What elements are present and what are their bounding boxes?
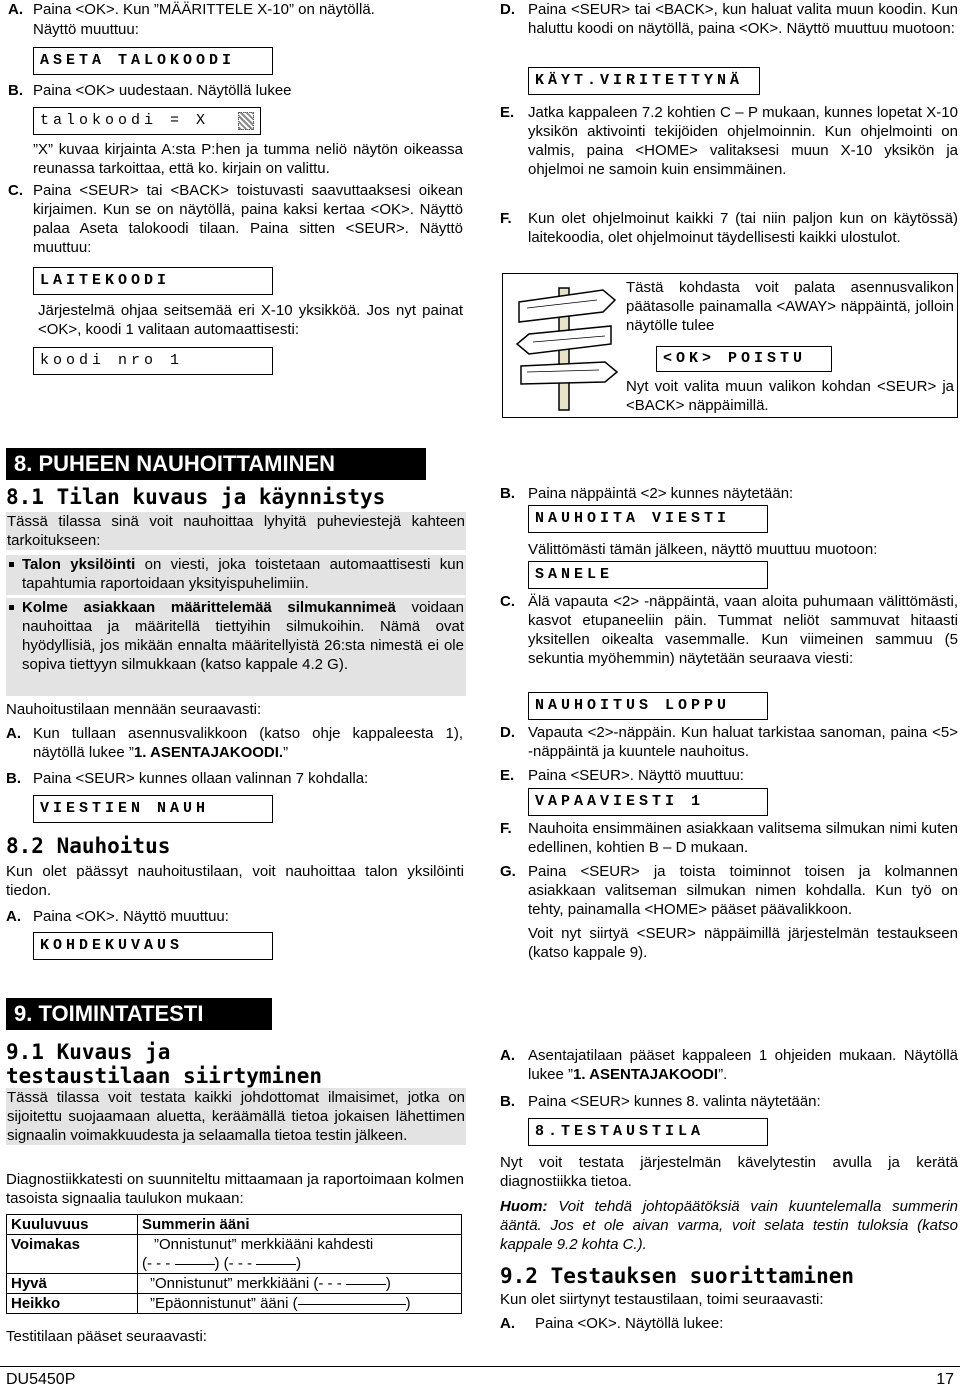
step-f-label: F. xyxy=(500,210,512,227)
footer-page-number: 17 xyxy=(936,1371,954,1388)
lcd-kayt-viritettyna: KÄYT.VIRITETTYNÄ xyxy=(528,67,760,95)
huom-label: Huom: xyxy=(500,1198,548,1215)
lcd-talokoodi xyxy=(33,107,261,135)
step-92a-label: A. xyxy=(500,1315,515,1332)
table-header-summeri: Summerin ääni xyxy=(138,1215,462,1235)
heikko-sound-text: ”Epäonnistunut” ääni ( xyxy=(150,1295,298,1312)
step-b-label: B. xyxy=(8,82,23,99)
step-9r-a-text xyxy=(528,1046,958,1084)
step-9r-a-text-2: ”. xyxy=(718,1066,728,1083)
step-8b-text: Paina <SEUR> kunnes ollaan valinnan 7 kohdalla: xyxy=(33,770,369,787)
step-82a-label: A. xyxy=(6,908,21,925)
table-header-kuuluvuus: Kuuluvuus xyxy=(7,1215,138,1235)
lcd-koodi-nro: koodi nro 1 xyxy=(33,347,273,375)
bullet-square-icon xyxy=(9,562,14,567)
footer-rule xyxy=(0,1366,960,1367)
step-8a-text-2: ” xyxy=(283,744,289,761)
selected-square-icon xyxy=(238,112,254,130)
step-e-label: E. xyxy=(500,104,515,121)
table-cell-hyva-sound xyxy=(138,1274,462,1294)
signal-level-table xyxy=(6,1214,462,1314)
table-header-row xyxy=(7,1215,462,1235)
lcd-ok-poistu: <OK> POISTU xyxy=(656,346,832,372)
long-tone-line xyxy=(298,1304,406,1305)
lcd-nauhoitus-loppu: NAUHOITUS LOPPU xyxy=(528,692,768,720)
step-b-text: Paina <OK> uudestaan. Näytöllä lukee xyxy=(33,82,292,99)
huom-note xyxy=(500,1197,958,1254)
step-c-text: Paina <SEUR> tai <BACK> toistuvasti saavuttaaksesi oikean kirjaimen. Kun se on näytöllä, paina kaksi kertaa <OK>. Näyttö palaa Aseta talokoodi tilaan. Paina sitten <SEUR>. Näyttö muuttuu: xyxy=(33,182,463,256)
section-8-2-text: Kun olet päässyt nauhoitustilaan, voit nauhoittaa talon yksilöinti tiedon. xyxy=(6,863,464,899)
step-a-text: Paina <OK>. Kun ”MÄÄRITTELE X-10” on näytöllä. xyxy=(33,1,375,18)
pattern-part-2: ) (- - - xyxy=(214,1255,252,1272)
step-f-text: Kun olet ohjelmoinut kaikki 7 (tai niin paljon kun on käytössä) laitekoodia, olet ohjelmoinut täydellisesti kaikki ulostulot. xyxy=(528,210,958,246)
section-8-1-heading: 8.1 Tilan kuvaus ja käynnistys xyxy=(6,485,386,509)
step-8r-g-text-2: Voit nyt siirtyä <SEUR> näppäimillä järjestelmän testaukseen (katso kappale 9). xyxy=(528,925,958,961)
table-cell-voimakas-sound xyxy=(138,1235,462,1274)
lcd-nauhoita-viesti: NAUHOITA VIESTI xyxy=(528,505,768,533)
bullet-1-text: on viesti, joka toistetaan automaattisesti kun tapahtumia raportoidaan yksityispuhelimiin. xyxy=(22,556,464,592)
return-text-2: Nyt voit valita muun valikon kohdan <SEUR> ja <BACK> näppäimillä. xyxy=(626,378,954,414)
after-laitekoodi-text: Järjestelmä ohjaa seitsemää eri X-10 yksikköä. Jos nyt painat <OK>, koodi 1 valitaan automaattisesti: xyxy=(38,302,463,338)
step-8r-f-text: Nauhoita ensimmäinen asiakkaan valitsema silmukan nimi kuten edellinen, kohtien B – D mukaan. xyxy=(528,820,958,856)
lcd-viestien-nauh: VIESTIEN NAUH xyxy=(33,795,273,823)
step-9r-b-text: Paina <SEUR> kunnes 8. valinta näytetään: xyxy=(528,1093,821,1110)
hyva-sound-end: ) xyxy=(385,1275,391,1292)
section-9-2-heading: 9.2 Testauksen suorittaminen xyxy=(500,1264,855,1288)
long-beep-line xyxy=(256,1264,296,1265)
note-x: ”X” kuvaa kirjainta A:sta P:hen ja tumma neliö näytön oikeassa reunassa tarkoittaa, että ko. kirjain on valittu. xyxy=(33,141,463,177)
step-8b-label: B. xyxy=(6,770,21,787)
table-cell-heikko-sound xyxy=(138,1294,462,1314)
step-8a-bold: 1. ASENTAJAKOODI. xyxy=(133,744,284,761)
lcd-vapaaviesti: VAPAAVIESTI 1 xyxy=(528,788,768,816)
lcd-sanele: SANELE xyxy=(528,561,768,589)
huom-text: Voit tehdä johtopäätöksiä vain kuuntelemalla summerin ääntä. Jos et ole aivan varma, voit selata testin tuloksia (katso kappale 9.2 kohta C.). xyxy=(500,1198,958,1253)
step-8r-b-after: Välittömästi tämän jälkeen, näyttö muuttuu muotoon: xyxy=(528,541,878,558)
step-c-label: C. xyxy=(8,182,23,199)
bullet-1-bold: Talon yksilöinti xyxy=(22,556,136,573)
lcd-laitekoodi: LAITEKOODI xyxy=(33,267,273,295)
step-d-label: D. xyxy=(500,1,515,18)
lcd-talokoodi-text: talokoodi = X xyxy=(40,112,210,129)
return-info-box xyxy=(502,273,958,418)
return-text: Tästä kohdasta voit palata asennusvalikon päätasolle painamalla <AWAY> näppäintä, jolloin näytölle tulee xyxy=(626,279,954,334)
step-a-text-2: Näyttö muuttuu: xyxy=(33,21,139,38)
nyt-voit-text: Nyt voit testata järjestelmän kävelytestin avulla ja kerätä diagnostiikka tietoa. xyxy=(500,1154,958,1190)
step-8r-g-text: Paina <SEUR> ja toista toiminnot toisen ja kolmannen asiakkaan valitseman silmukan nimen kohdalla. Kun työ on tehty, painamalla <HOME> pääset päävalikkoon. xyxy=(528,863,958,918)
step-9r-a-label: A. xyxy=(500,1047,515,1064)
long-beep-line xyxy=(175,1264,215,1265)
step-8r-d-text: Vapauta <2>-näppäin. Kun haluat tarkistaa sanoman, paina <5> -näppäintä ja kuuntele nauhoitus. xyxy=(528,724,958,760)
step-8r-c-text: Älä vapauta <2> -näppäintä, vaan aloita puhumaan välittömästi, kasvot etupaneeliin päin. Tummat neliöt sammuvat hitaasti yksitellen oikealta vasemmalle. Kun viimeinen sammuu (5 sekuntia myöhemmin) näytetään seuraava viesti: xyxy=(528,593,958,667)
step-92a-text: Paina <OK>. Näytöllä lukee: xyxy=(535,1315,724,1332)
bullet-talon-yksilointi xyxy=(6,555,466,595)
step-9r-a-text-1: Asentajatilaan pääset kappaleen 1 ohjeiden mukaan. Näytöllä lukee ” xyxy=(528,1047,958,1083)
pattern-part-3: ) xyxy=(296,1255,302,1272)
step-8r-c-label: C. xyxy=(500,593,515,610)
bullet-square-icon xyxy=(9,605,14,610)
table-row xyxy=(7,1235,462,1274)
step-8r-b-label: B. xyxy=(500,485,515,502)
step-8r-e-text: Paina <SEUR>. Näyttö muuttuu: xyxy=(528,767,744,784)
step-8r-f-label: F. xyxy=(500,820,512,837)
long-beep-line xyxy=(346,1284,386,1285)
step-8r-d-label: D. xyxy=(500,724,515,741)
footer-doc-code: DU5450P xyxy=(6,1371,76,1388)
bullet-2-bold: Kolme asiakkaan määrittelemää silmukannimeä xyxy=(22,599,396,616)
step-8a-label: A. xyxy=(6,725,21,742)
nauhoitustila-intro: Nauhoitustilaan mennään seuraavasti: xyxy=(6,701,262,718)
section-9-1-heading: 9.1 Kuvaus ja testaustilaan siirtyminen xyxy=(6,1040,323,1088)
section-8-2-heading: 8.2 Nauhoitus xyxy=(6,834,171,858)
table-cell-heikko: Heikko xyxy=(7,1294,138,1314)
section-9-heading: 9. TOIMINTATESTI xyxy=(6,998,272,1030)
step-8r-b-text: Paina näppäintä <2> kunnes näytetään: xyxy=(528,485,794,502)
step-d-text: Paina <SEUR> tai <BACK>, kun haluat valita muun koodin. Kun haluttu koodi on näytöllä, paina <OK>. Näyttö muuttuu muotoon: xyxy=(528,1,958,37)
bullet-silmukannimet xyxy=(6,598,466,696)
section-9-2-text: Kun olet siirtynyt testaustilaan, toimi seuraavasti: xyxy=(500,1291,824,1308)
step-9r-a-bold: 1. ASENTAJAKOODI xyxy=(573,1066,719,1083)
voimakas-sound-pattern xyxy=(142,1254,457,1273)
heikko-sound-end: ) xyxy=(405,1295,411,1312)
step-82a-text: Paina <OK>. Näyttö muuttuu: xyxy=(33,908,229,925)
lcd-testaustila: 8.TESTAUSTILA xyxy=(528,1118,768,1146)
table-cell-voimakas: Voimakas xyxy=(7,1235,138,1274)
step-8a-text-1: Kun tullaan asennusvalikkoon (katso ohje kappaleesta 1), näytöllä lukee ” xyxy=(33,725,463,761)
hyva-sound-text: ”Onnistunut” merkkiääni (- - - xyxy=(150,1275,342,1292)
table-row xyxy=(7,1294,462,1314)
signpost-icon xyxy=(511,280,623,412)
step-9r-b-label: B. xyxy=(500,1093,515,1110)
step-e-text: Jatka kappaleen 7.2 kohtien C – P mukaan, kunnes lopetat X-10 yksikön aktivointi tekijöiden ohjelmoinnin. Kun ohjelmointi on valmis, paina <HOME> valitaksesi muun X-10 yksikön ja ohjelmoi ne samoin kuin ensimmäinen. xyxy=(528,104,958,178)
voimakas-sound-text: ”Onnistunut” merkkiääni kahdesti xyxy=(154,1236,374,1253)
section-9-1-intro: Tässä tilassa voit testata kaikki johdottomat ilmaisimet, jotka on sijoitettu suojaamaan aluetta, keräämällä tietoa jokaisen lähettimen signaalin voimakkuudesta ja selaamalla tietoa testin jälkeen. xyxy=(7,1089,465,1144)
lcd-kohdekuvaus: KOHDEKUVAUS xyxy=(33,932,273,960)
table-cell-hyva: Hyvä xyxy=(7,1274,138,1294)
step-8r-e-label: E. xyxy=(500,767,515,784)
section-8-heading: 8. PUHEEN NAUHOITTAMINEN xyxy=(6,448,426,480)
testitila-intro: Testitilaan pääset seuraavasti: xyxy=(6,1328,207,1345)
step-8r-g-label: G. xyxy=(500,863,516,880)
step-8a-text xyxy=(33,724,463,762)
section-8-1-intro: Tässä tilassa sinä voit nauhoittaa lyhyitä puheviestejä kahteen tarkoitukseen: xyxy=(7,513,465,549)
lcd-aseta-talokoodi: ASETA TALOKOODI xyxy=(33,47,273,75)
table-row xyxy=(7,1274,462,1294)
pattern-part-1: (- - - xyxy=(142,1255,171,1272)
bullet-2-text: voidaan nauhoittaa ja määritellä tiettyihin silmukoihin. Nämä ovat hyödyllisiä, jos mikään ennalta määritellyistä 26:sta nimestä ei ole sopiva tiettyyn silmukkaan (katso kappale 4.2 G). xyxy=(22,599,464,673)
section-9-1-diag: Diagnostiikkatesti on suunniteltu mittaamaan ja raportoimaan kolmen tasoista signaalia taulukon mukaan: xyxy=(6,1171,464,1207)
step-a-label: A. xyxy=(8,1,23,18)
